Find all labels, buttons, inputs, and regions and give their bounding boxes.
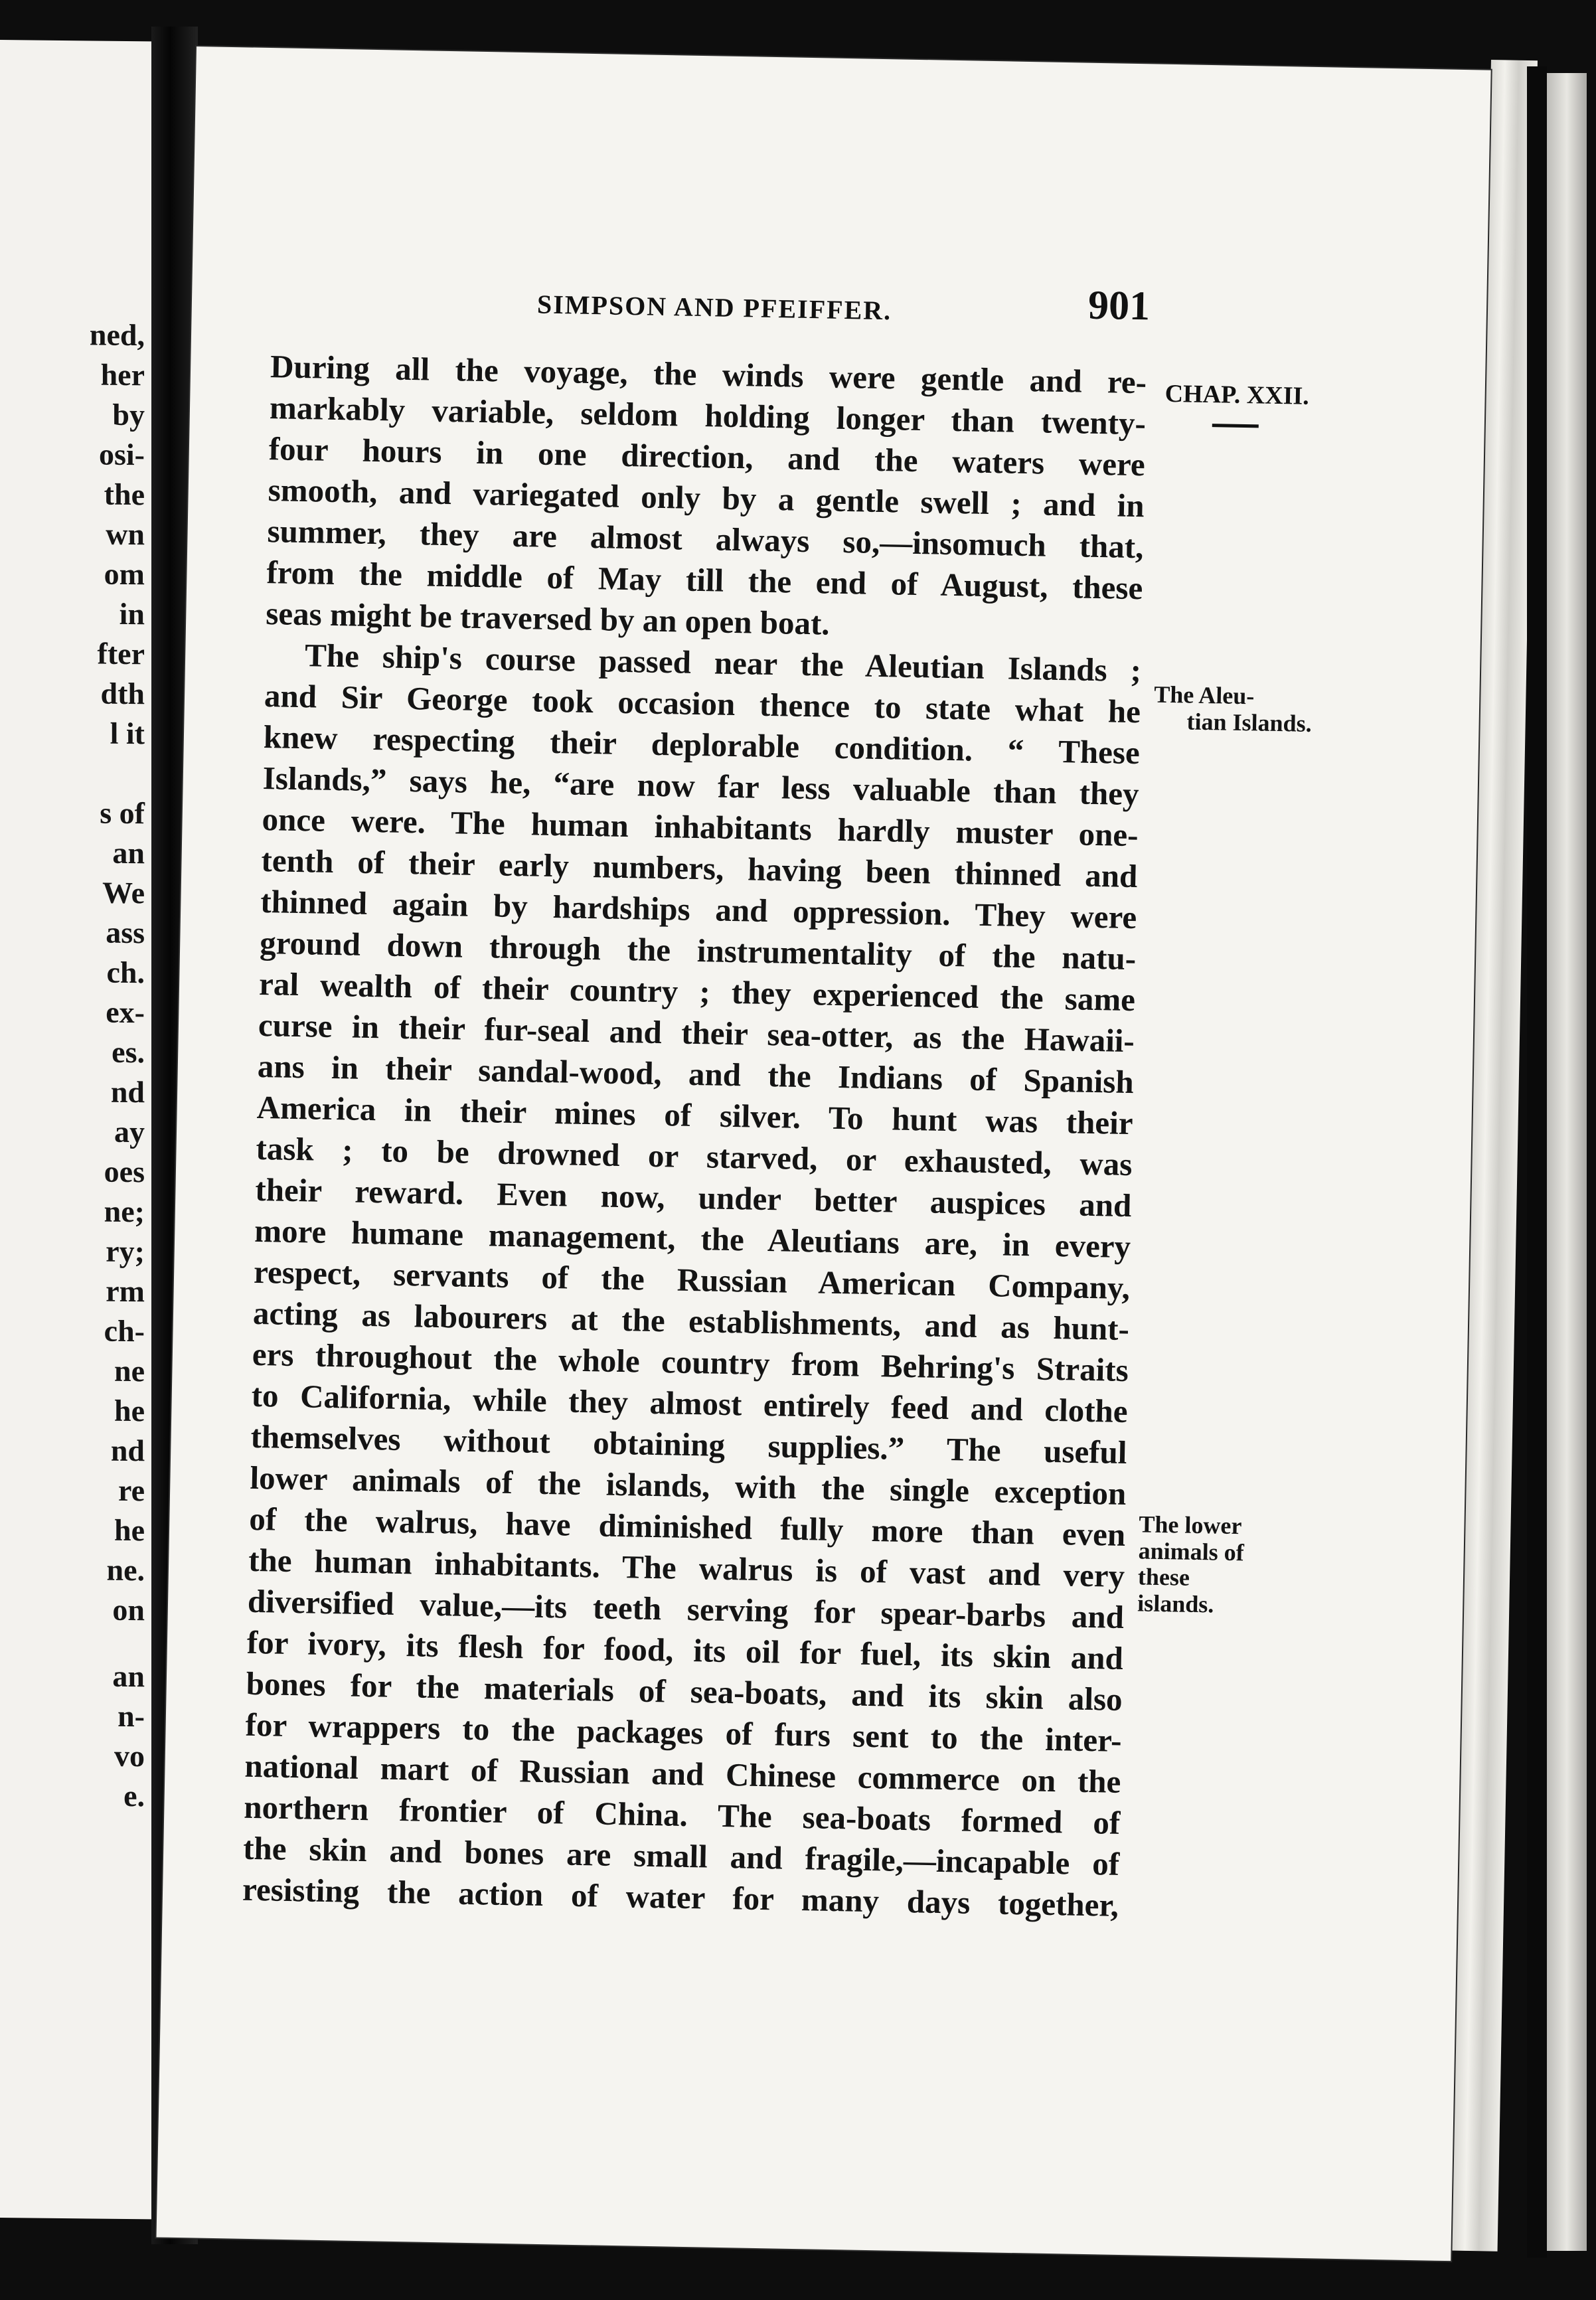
facing-page-text-fragment: nd xyxy=(110,1074,145,1109)
facing-page-text-fragment: on xyxy=(112,1592,145,1627)
body-text-line: themselves without obtaining supplies.” The useful xyxy=(250,1418,1127,1471)
body-text-line: respect, servants of the Russian American Company, xyxy=(253,1253,1131,1307)
facing-page-text-fragment: by xyxy=(112,397,145,432)
facing-page-text-fragment: ne. xyxy=(106,1552,145,1588)
body-text-line: the human inhabitants. The walrus is of vast and very xyxy=(248,1541,1125,1595)
body-text-line: task ; to be drowned or starved, or exhausted, was xyxy=(256,1129,1133,1183)
facing-page-text-fragment: he xyxy=(114,1393,145,1428)
body-text-line: lower animals of the islands, with the single exception xyxy=(250,1459,1127,1513)
facing-page-text-fragment: her xyxy=(100,357,145,392)
book-page xyxy=(157,46,1491,2261)
body-text-line: Islands,” says he, “are now far less valuable than they xyxy=(262,760,1140,813)
body-text-line: ans in their sandal-wood, and the Indians of Spanish xyxy=(257,1047,1135,1101)
body-text-line: seas might be traversed by an open boat. xyxy=(265,595,831,642)
body-text-line: of the walrus, have diminished fully more than even xyxy=(248,1500,1126,1554)
body-text-line: national mart of Russian and Chinese commerce on the xyxy=(244,1747,1121,1800)
margin-note-line: these xyxy=(1137,1563,1190,1591)
body-text-line: the skin and bones are small and fragile,—incapable of xyxy=(242,1829,1120,1882)
body-text-line: America in their mines of silver. To hunt was their xyxy=(256,1088,1134,1142)
facing-page-text-fragment: om xyxy=(104,556,145,592)
body-text-line: tenth of their early numbers, having been thinned and xyxy=(261,841,1138,895)
body-text-line: summer, they are almost always so,—insomuch that, xyxy=(267,513,1144,566)
body-text-line: thinned again by hardships and oppression. They were xyxy=(260,882,1137,936)
facing-page-text-fragment: s of xyxy=(100,795,145,831)
page-text-block xyxy=(157,46,1491,2261)
body-text-line: from the middle of May till the end of August, these xyxy=(266,554,1143,607)
facing-page-text-fragment: l it xyxy=(110,716,145,751)
facing-page-text-fragment: e. xyxy=(123,1778,145,1813)
facing-page-text-fragment: n- xyxy=(118,1698,145,1734)
body-text-line: knew respecting their deplorable condition. “ These xyxy=(263,718,1141,772)
facing-page-text-fragment: fter xyxy=(97,636,145,671)
margin-note-line: The Aleu- xyxy=(1153,681,1255,710)
running-head: SIMPSON AND PFEIFFER. xyxy=(536,289,892,326)
body-text-line: more humane management, the Aleutians are, in every xyxy=(254,1212,1131,1266)
facing-page-text-fragment: ne; xyxy=(104,1194,145,1229)
body-text-line: diversified value,—its teeth serving for spear-barbs and xyxy=(247,1582,1125,1635)
facing-page-text-fragment: ry; xyxy=(106,1234,145,1269)
body-text-line: curse in their fur-seal and their sea-otter, as the Hawaii- xyxy=(258,1006,1135,1060)
margin-note-line: The lower xyxy=(1139,1511,1242,1540)
body-text-line: The ship's course passed near the Aleutian Islands ; xyxy=(304,637,1142,689)
margin-note-line: tian Islands. xyxy=(1186,708,1313,737)
body-text-line: for wrappers to the packages of furs sent to the inter- xyxy=(245,1706,1122,1759)
facing-page-text-fragment: rm xyxy=(106,1273,145,1309)
facing-page-text-fragment: vo xyxy=(114,1738,145,1773)
body-text-line: ers throughout the whole country from Behring's Straits xyxy=(252,1335,1129,1389)
body-text-line: ground down through the instrumentality of the natu- xyxy=(259,924,1137,977)
body-text-line: to California, while they almost entirely feed and clothe xyxy=(251,1376,1129,1430)
facing-page-text-fragment: ass xyxy=(106,915,145,950)
margin-note-lower-animals xyxy=(1137,1511,1245,1618)
chapter-rule xyxy=(1212,424,1259,428)
body-text-line: once were. The human inhabitants hardly muster one- xyxy=(262,801,1139,854)
body-text-line: and Sir George took occasion thence to state what he xyxy=(264,677,1141,730)
body-text-line: smooth, and variegated only by a gentle swell ; and in xyxy=(268,471,1145,525)
body-text-line: ral wealth of their country ; they experienced the same xyxy=(258,965,1136,1019)
margin-note-aleutian-islands xyxy=(1153,682,1313,738)
body-text-line: acting as labourers at the establishments, and as hunt- xyxy=(252,1294,1130,1348)
facing-page-text-fragment: in xyxy=(119,596,145,631)
facing-page-text-fragment: ned, xyxy=(89,317,145,353)
margin-note-line: animals of xyxy=(1138,1536,1245,1566)
facing-page-text-fragment: nd xyxy=(110,1433,145,1468)
facing-page-text-fragment: oes xyxy=(104,1154,145,1189)
facing-page-text-fragment: es. xyxy=(112,1034,145,1070)
facing-page-text-fragment: dth xyxy=(100,676,145,711)
body-text-line: markably variable, seldom holding longer than twenty- xyxy=(269,389,1147,442)
facing-page-text-fragment: ex- xyxy=(106,995,145,1030)
facing-page-text-fragment: ay xyxy=(114,1114,145,1149)
facing-page-text-fragment: an xyxy=(112,835,145,870)
show-through-text: ​ xyxy=(1151,794,1153,819)
facing-page-text-fragment: We xyxy=(102,875,145,910)
facing-page-text-fragment: the xyxy=(104,477,145,512)
facing-page-text-fragment: osi- xyxy=(99,437,145,472)
facing-page xyxy=(0,40,151,2219)
facing-page-text-fragment: he xyxy=(114,1513,145,1548)
facing-page-text-fragment: ch. xyxy=(106,955,145,990)
page-edge-shadow xyxy=(1527,66,1547,2258)
body-text-line: for ivory, its flesh for food, its oil for fuel, its skin and xyxy=(246,1623,1124,1677)
body-text-line: bones for the materials of sea-boats, and its skin also xyxy=(246,1665,1123,1718)
body-text-line: resisting the action of water for many days together, xyxy=(242,1870,1119,1924)
body-text-line: four hours in one direction, and the waters were xyxy=(268,430,1146,483)
chapter-label: CHAP. XXII. xyxy=(1164,379,1310,410)
facing-page-text-fragment: ch- xyxy=(104,1313,145,1349)
body-text-line: northern frontier of China. The sea-boats formed of xyxy=(243,1788,1121,1841)
facing-page-text-fragment: an xyxy=(112,1659,145,1694)
facing-page-text-fragment: re xyxy=(118,1473,145,1508)
page-number: 901 xyxy=(1087,282,1151,329)
margin-note-line: islands. xyxy=(1137,1590,1214,1618)
body-text-line: their reward. Even now, under better auspices and xyxy=(254,1171,1132,1224)
facing-page-text-fragment: ne xyxy=(114,1353,145,1388)
body-text-line: During all the voyage, the winds were gentle and re- xyxy=(270,348,1147,401)
facing-page-text-fragment: wn xyxy=(106,517,145,552)
page-stack-edge xyxy=(1547,73,1587,2251)
